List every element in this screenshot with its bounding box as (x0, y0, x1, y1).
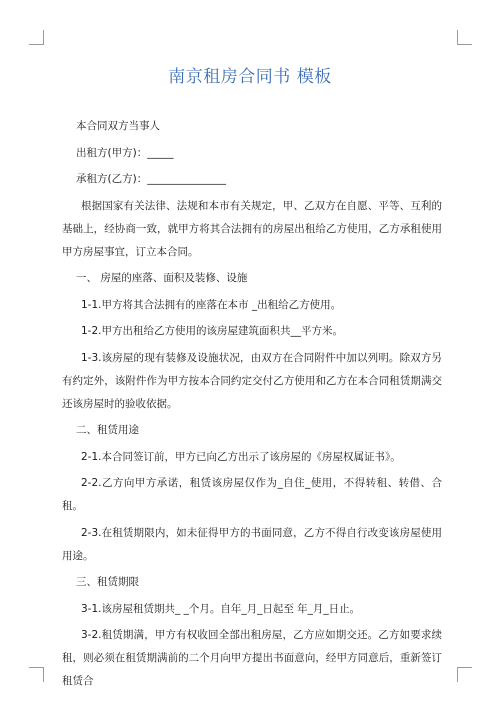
paragraph-section-1: 一、 房屋的座落、面积及装修、设施 (76, 272, 248, 284)
paragraph-section-3: 三、租赁期限 (76, 576, 139, 588)
paragraph-clause-1-2: 1-2.甲方出租给乙方使用的该房屋建筑面积共__平方米。 (81, 325, 343, 337)
document-title: 南京租房合同书 模板 (168, 67, 332, 87)
paragraph-clause-3-2: 3-2.租赁期满，甲方有权收回全部出租房屋，乙方应如期交还。乙方如要求续租，则必须在租赁期满前的二个月向甲方提出书面意向，经甲方同意后，重新签订租赁合 (62, 629, 442, 687)
paragraph-clause-3-1: 3-1.该房屋租赁期共_ _个月。自年_月_日起至 年_月_日止。 (81, 602, 361, 615)
paragraph-preamble: 根据国家有关法律、法规和本市有关规定，甲、乙双方在自愿、平等、互利的基础上，经协商一致，就甲方将其合法拥有的房屋出租给乙方使用，乙方承租使用甲方房屋事宜，订立本合同。 (62, 199, 442, 258)
crop-mark-bottom-right (457, 667, 472, 682)
crop-mark-top-right (457, 30, 472, 45)
crop-mark-bottom-left (29, 667, 44, 682)
paragraph-clause-1-1: 1-1.甲方将其合法拥有的座落在本市 _出租给乙方使用。 (81, 298, 342, 311)
paragraph-lessor: 出租方(甲方)：_____ (76, 146, 174, 159)
paragraph-clause-2-3: 2-3.在租赁期限内，如未征得甲方的书面同意，乙方不得自行改变该房屋使用用途。 (62, 526, 442, 562)
document-body (62, 115, 442, 697)
paragraph-section-2: 二、租赁用途 (76, 424, 139, 436)
paragraph-clause-1-3: 1-3.该房屋的现有装修及设施状况，由双方在合同附件中加以列明。除双方另有约定外，该附件作为甲方按本合同约定交付乙方使用和乙方在本合同租赁期满交还该房屋时的验收依据。 (62, 351, 442, 410)
paragraph-clause-2-2: 2-2.乙方向甲方承诺，租赁该房屋仅作为_自住_使用，不得转租、转借、合租。 (62, 477, 442, 512)
paragraph-lessee: 承租方(乙方)：_______________ (76, 173, 226, 185)
crop-mark-top-left (29, 30, 44, 45)
paragraph-clause-2-1: 2-1.本合同签订前，甲方已向乙方出示了该房屋的《房屋权属证书》。 (81, 450, 401, 463)
paragraph-parties-heading: 本合同双方当事人 (76, 120, 160, 132)
